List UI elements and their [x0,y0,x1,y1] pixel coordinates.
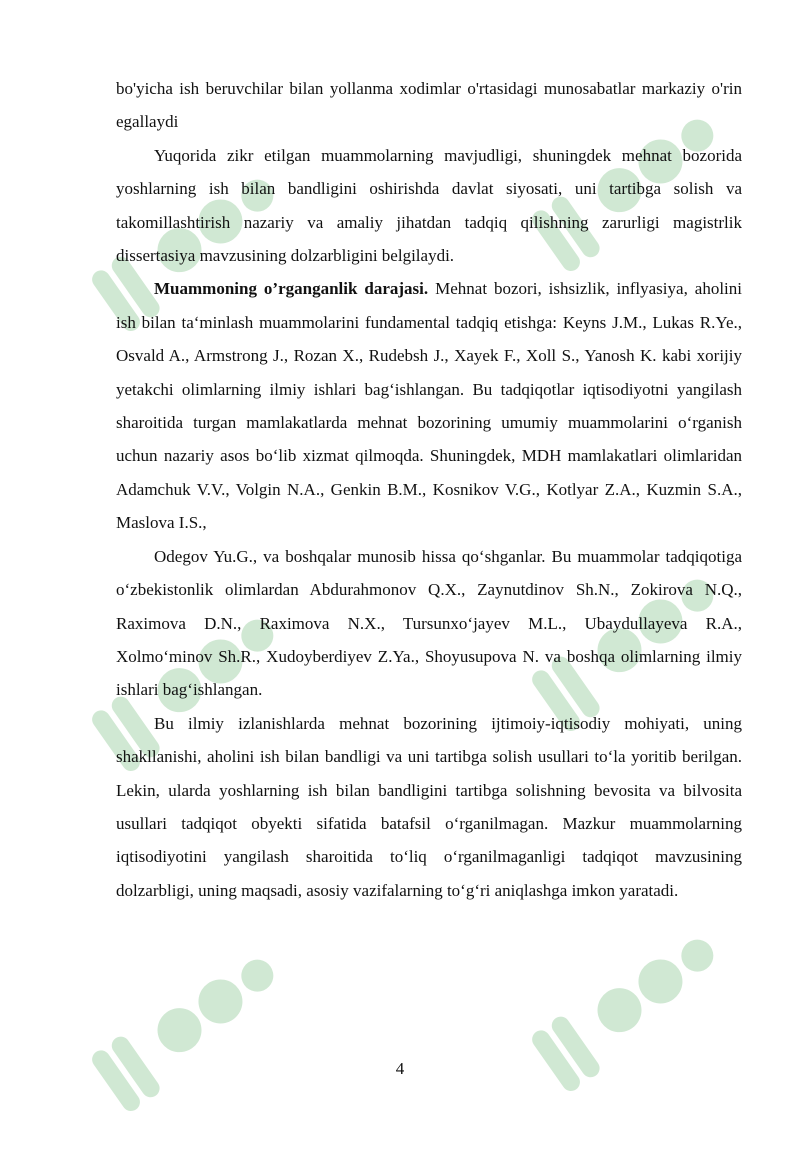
document-body [116,72,742,907]
paragraph-text: Odegov Yu.G., va boshqalar munosib hissa qo‘shganlar. Bu muammolar tadqiqotiga o‘zbekistonlik olimlardan Abdurahmonov Q.X., Zaynutdinov Sh.N., Zokirova N.Q., Raximova D.N., Raximova N.X., Tursunxo‘jayev M.L., Ubaydullayeva R.A., Xolmo‘minov Sh.R., Xudoyberdiyev Z.Ya., Shoyusupova N. va boshqa olimlarning ilmiy ishlari bag‘ishlangan. [116,546,742,700]
paragraph-continuation [116,72,742,139]
page-number: 4 [395,1059,405,1078]
paragraph-study-level [116,272,742,539]
paragraph-text: Mehnat bozori, ishsizlik, inflyasiya, aholini ish bilan ta‘minlash muammolarini fundamental tadqiq etishga: Keyns J.M., Lukas R.Ye., Osvald A., Armstrong J., Rozan X., Rudebsh J., Xayek F., Xoll S., Yanosh K. kabi xorijiy yetakchi olimlarning ilmiy ishlari bag‘ishlangan. Bu tadqiqotlar iqtisodiyotni yangilash sharoitida turgan mamlakatlarda mehnat bozorining umumiy muammolarini o‘rganish uchun nazariy asos bo‘lib xizmat qilmoqda. Shuningdek, MDH mamlakatlari olimlaridan Adamchuk V.V., Volgin N.A., Genkin B.M., Kosnikov V.G., Kotlyar Z.A., Kuzmin S.A., Maslova I.S., [116,279,742,533]
paragraph-uzbek-scholars [116,540,742,707]
paragraph-text: Bu ilmiy izlanishlarda mehnat bozorining ijtimoiy-iqtisodiy mohiyati, uning shakllanishi, aholini ish bilan bandligi va uni tartibga solish usullari to‘la yoritib berilgan. Lekin, ularda yoshlarning ish bilan bandligini tartibga solishning bevosita va bilvosita usullari tadqiqot obyekti sifatida batafsil o‘rganilmagan. Mazkur muammolarning iqtisodiyotini yangilash sharoitida to‘liq o‘rganilmaganligi tadqiqot mavzusining dolzarbligi, uning maqsadi, asosiy vazifalarning to‘g‘ri aniqlashga imkon yaratadi. [116,713,742,900]
paragraph-text: bo'yicha ish beruvchilar bilan yollanma xodimlar o'rtasidagi munosabatlar markaziy o'rin egallaydi [116,79,742,132]
section-heading: Muammoning o’rganganlik darajasi. [154,279,429,299]
paragraph-research-gap [116,707,742,907]
paragraph-relevance [116,139,742,273]
paragraph-text: Yuqorida zikr etilgan muammolarning mavjudligi, shuningdek mehnat bozorida yoshlarning ish bilan bandligini oshirishda davlat siyosati, uni tartibga solish va takomillashtirish nazariy va amaliy jihatdan tadqiq qilishning zarurligi magistrlik dissertasiya mavzusining dolzarbligini belgilaydi. [116,145,742,266]
